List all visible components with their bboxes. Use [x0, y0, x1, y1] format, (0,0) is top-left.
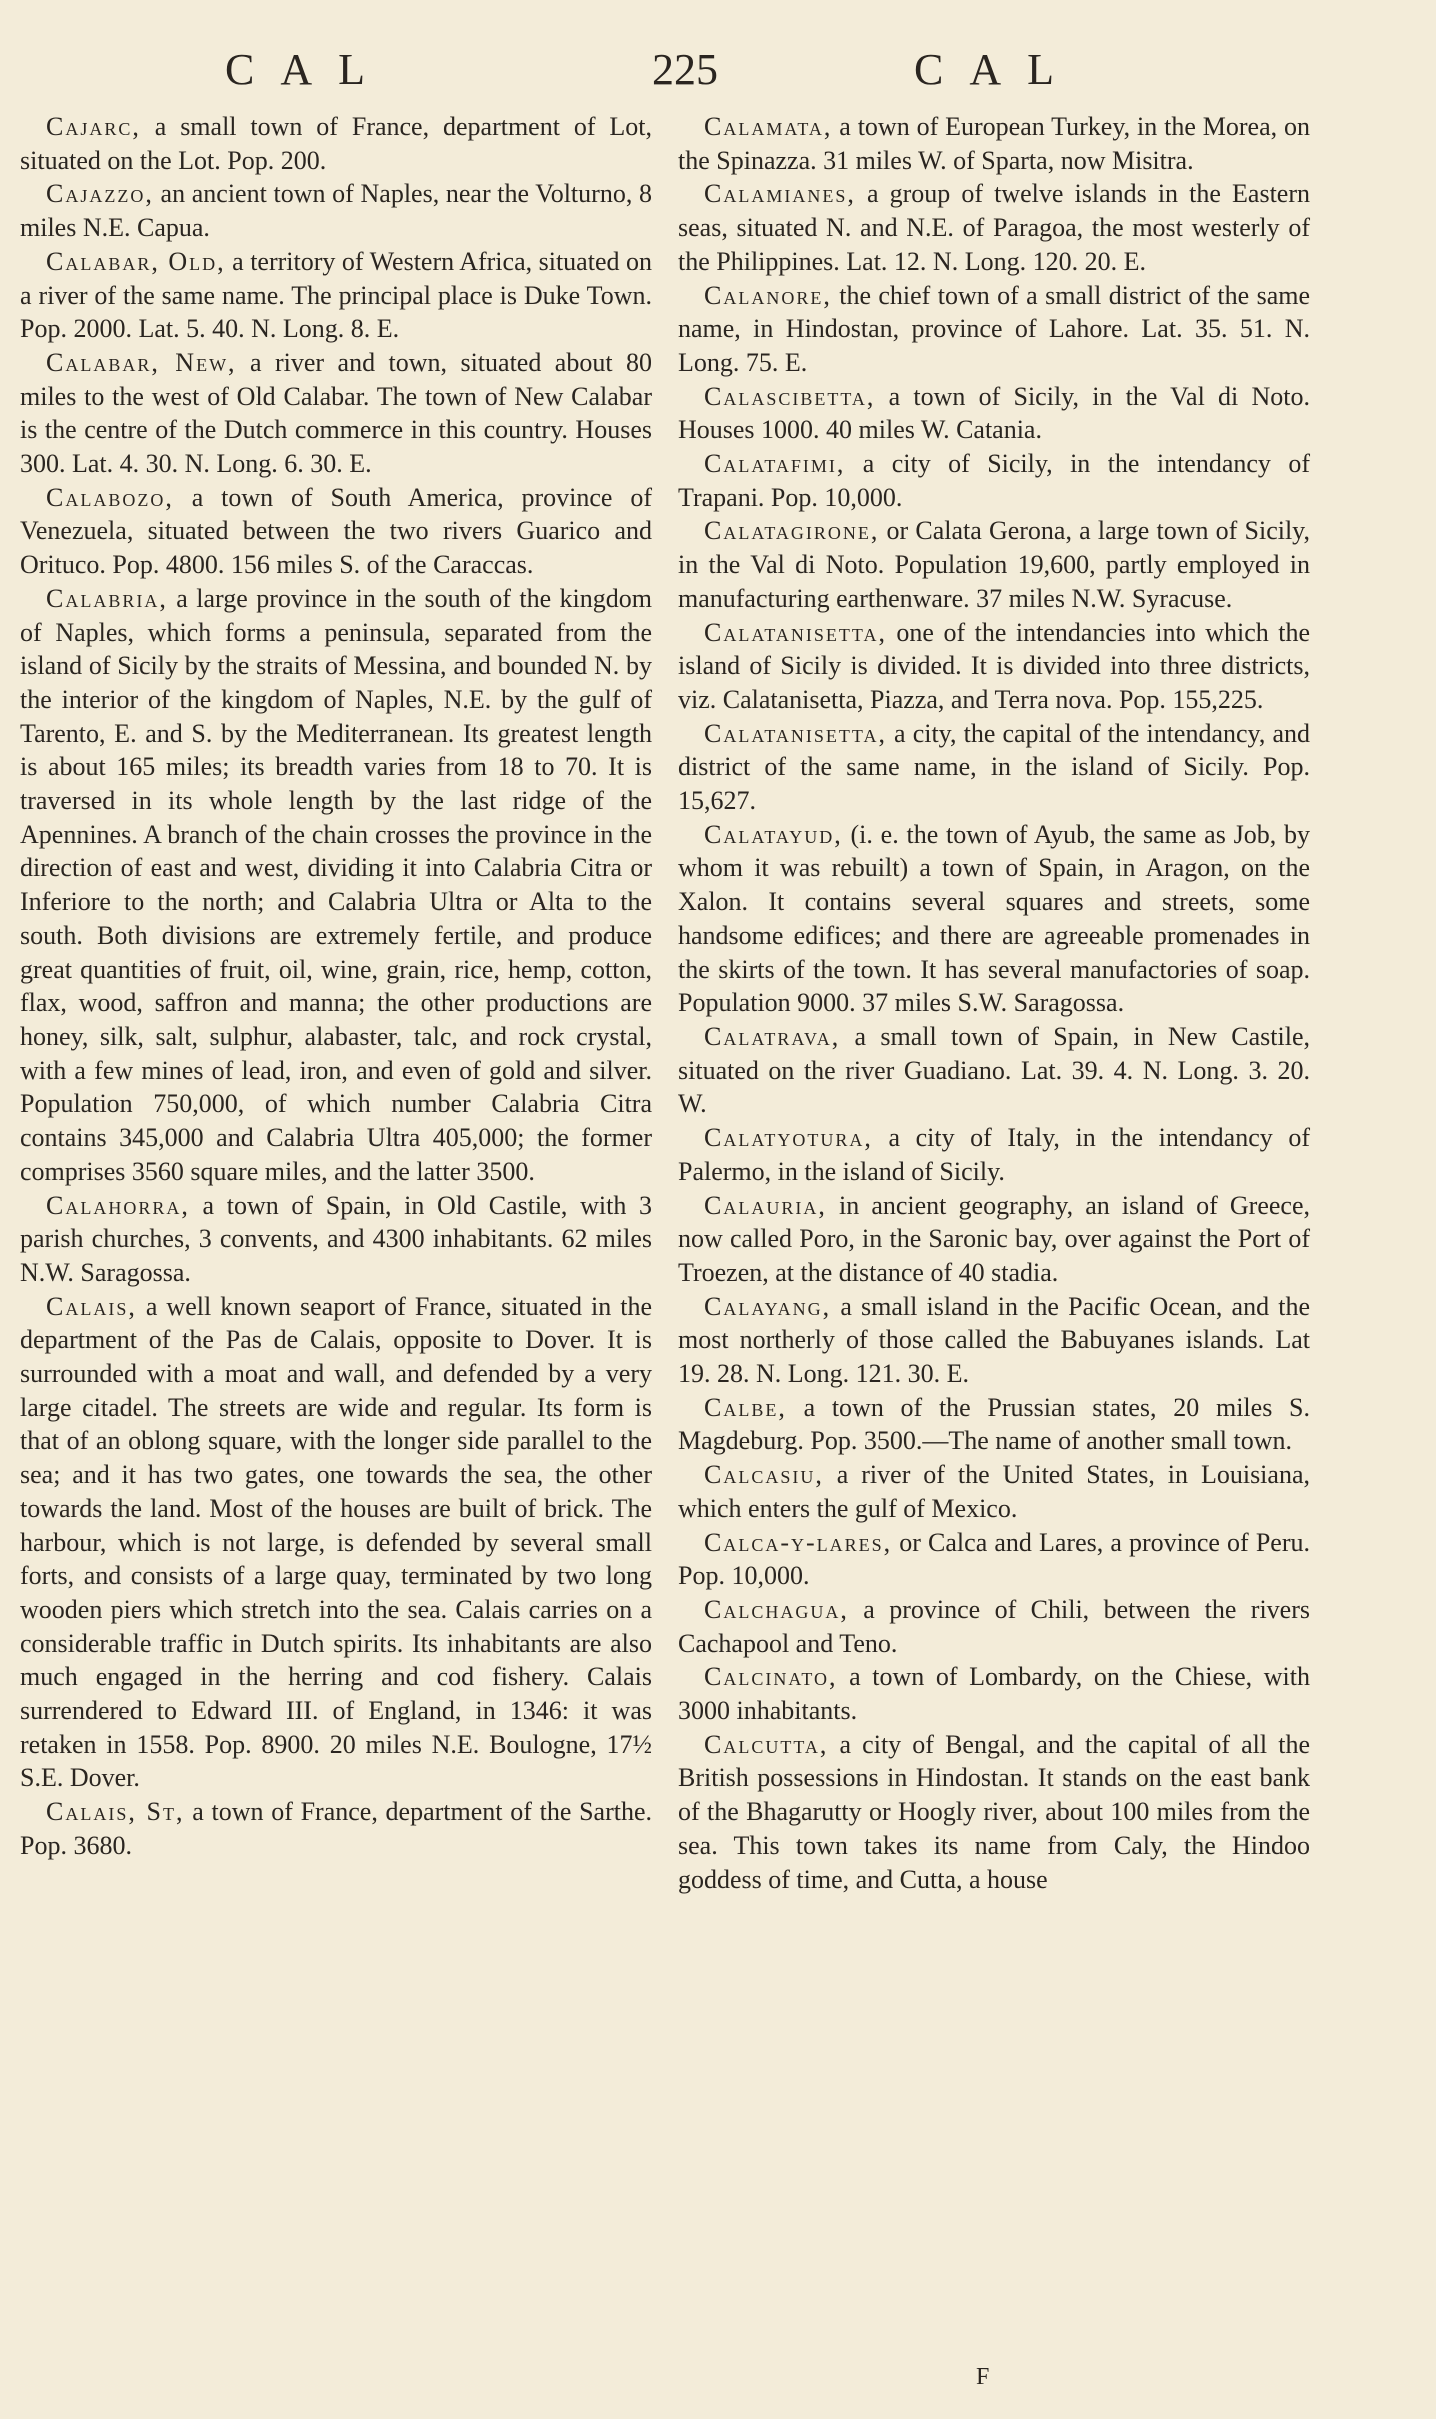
- entry-text: an ancient town of Naples, near the Volturno, 8 miles N.E. Capua.: [20, 179, 652, 243]
- entry-text: a town of South America, province of Venezuela, situated between the two rivers Guarico and Orituco. Pop. 4800. 156 miles S. of the Caraccas.: [20, 482, 652, 580]
- entry-text: a territory of Western Africa, situated on a river of the same name. The principal place is Duke Town. Pop. 2000. Lat. 5. 40. N. Long. 8. E.: [20, 246, 652, 344]
- gazetteer-entry: [678, 1593, 1310, 1660]
- header-right: CAL: [914, 45, 1080, 94]
- entry-headword: Calca-y-lares,: [704, 1527, 893, 1557]
- entry-headword: Calabar, Old,: [46, 246, 226, 276]
- entry-text: (i. e. the town of Ayub, the same as Job, by whom it was rebuilt) a town of Spain, in Aragon, on the Xalon. It contains several squares and streets, some handsome edifices; and there are agreeable promenades in the skirts of the town. It has several manufactories of soap. Population 9000. 37 miles S.W. Saragossa.: [678, 819, 1310, 1018]
- gazetteer-entry: [678, 1121, 1310, 1188]
- entry-headword: Calabozo,: [46, 482, 174, 512]
- gazetteer-entry: [20, 481, 652, 582]
- gazetteer-entry: [678, 1660, 1310, 1727]
- gazetteer-entry: [20, 582, 652, 1189]
- left-column: [20, 110, 652, 1863]
- gazetteer-entry: [20, 177, 652, 244]
- entry-text: a large province in the south of the kingdom of Naples, which forms a peninsula, separated from the island of Sicily by the straits of Messina, and bounded N. by the interior of the kingdom of Naples, N.E. by the gulf of Tarento, E. and S. by the Mediterranean. Its greatest length is about 165 miles; its breadth varies from 18 to 70. It is traversed in its whole length by the last ridge of the Apennines. A branch of the chain crosses the province in the direction of east and west, dividing it into Calabria Citra or Inferiore to the north; and Calabria Ultra or Alta to the south. Both divisions are extremely fertile, and produce great quantities of fruit, oil, wine, grain, rice, hemp, cotton, flax, wood, saffron and manna; the other productions are honey, silk, salt, sulphur, alabaster, talc, and rock crystal, with a few mines of lead, iron, and even of gold and silver. Population 750,000, of which number Calabria Citra contains 345,000 and Calabria Ultra 405,000; the former comprises 3560 square miles, and the latter 3500.: [20, 583, 652, 1186]
- entry-headword: Calbe,: [704, 1392, 787, 1422]
- gazetteer-entry: [20, 1189, 652, 1290]
- entry-text: one of the intendancies into which the island of Sicily is divided. It is divided into three districts, viz. Calatanisetta, Piazza, and Terra nova. Pop. 155,225.: [678, 617, 1310, 714]
- entry-text: a town of France, department of the Sarthe. Pop. 3680.: [20, 1797, 652, 1860]
- gazetteer-entry: [678, 1189, 1310, 1290]
- entry-text: a city of Sicily, in the intendancy of Trapani. Pop. 10,000.: [678, 449, 1310, 512]
- gazetteer-entry: [20, 1795, 652, 1862]
- entry-headword: Calatanisetta,: [704, 718, 887, 748]
- gazetteer-entry: [678, 1526, 1310, 1593]
- entry-text: in ancient geography, an island of Greece, now called Poro, in the Saronic bay, over against the Port of Troezen, at the distance of 40 stadia.: [678, 1190, 1310, 1287]
- gazetteer-entry: [678, 1020, 1310, 1121]
- entry-headword: Calais, St,: [46, 1797, 185, 1827]
- entry-text: a town of European Turkey, in the Morea, on the Spinazza. 31 miles W. of Sparta, now Misitra.: [678, 112, 1310, 175]
- entry-text: a small town of Spain, in New Castile, situated on the river Guadiano. Lat. 39. 4. N. Long. 3. 20. W.: [678, 1021, 1310, 1119]
- entry-text: a group of twelve islands in the Eastern seas, situated N. and N.E. of Paragoa, the most westerly of the Philippines. Lat. 12. N. Long. 120. 20. E.: [678, 179, 1310, 276]
- entry-headword: Cajazzo,: [46, 179, 154, 209]
- entry-text: a province of Chili, between the rivers Cachapool and Teno.: [678, 1594, 1310, 1658]
- entry-headword: Calamata,: [704, 112, 833, 141]
- entry-headword: Calabar, New,: [46, 347, 237, 377]
- entry-text: the chief town of a small district of the same name, in Hindostan, province of Lahore. Lat. 35. 51. N. Long. 75. E.: [678, 280, 1310, 377]
- gazetteer-entry: [678, 514, 1310, 615]
- gazetteer-entry: [678, 380, 1310, 447]
- entry-headword: Calatanisetta,: [704, 617, 887, 647]
- header-left: CAL: [225, 45, 391, 94]
- entry-text: a city, the capital of the intendancy, and district of the same name, in the island of Sicily. Pop. 15,627.: [678, 718, 1310, 816]
- entry-text: a city of Italy, in the intendancy of Palermo, in the island of Sicily.: [678, 1123, 1310, 1186]
- gazetteer-entry: [20, 1290, 652, 1796]
- entry-headword: Calatayud,: [704, 819, 843, 849]
- running-header: [0, 44, 1436, 104]
- entry-text: a city of Bengal, and the capital of all the British possessions in Hindostan. It stands on the east bank of the Bhagarutty or Hoogly river, about 100 miles from the sea. This town takes its name from Caly, the Hindoo goddess of time, and Cutta, a house: [678, 1729, 1310, 1894]
- entry-text: or Calata Gerona, a large town of Sicily, in the Val di Noto. Population 19,600, partly employed in manufacturing earthenware. 37 miles N.W. Syracuse.: [678, 516, 1310, 613]
- gazetteer-entry: [678, 717, 1310, 818]
- gazetteer-entry: [20, 245, 652, 346]
- entry-headword: Cajarc,: [46, 112, 141, 141]
- page-number: 225: [652, 45, 718, 94]
- entry-text: or Calca and Lares, a province of Peru. Pop. 10,000.: [678, 1527, 1310, 1591]
- gazetteer-entry: [678, 177, 1310, 278]
- entry-headword: Calanore,: [704, 280, 832, 310]
- entry-headword: Calcutta,: [704, 1729, 829, 1759]
- gazetteer-entry: [678, 818, 1310, 1020]
- gazetteer-entry: [678, 447, 1310, 514]
- gazetteer-entry: [678, 279, 1310, 380]
- entry-text: a small town of France, department of Lot, situated on the Lot. Pop. 200.: [20, 112, 652, 175]
- gazetteer-entry: [20, 110, 652, 177]
- gazetteer-entry: [678, 1458, 1310, 1525]
- gazetteer-entry: [678, 616, 1310, 717]
- entry-text: a town of Spain, in Old Castile, with 3 parish churches, 3 convents, and 4300 inhabitants. 62 miles N.W. Saragossa.: [20, 1190, 652, 1287]
- entry-headword: Calchagua,: [704, 1594, 849, 1624]
- gazetteer-entry: [678, 1728, 1310, 1897]
- entry-headword: Calayang,: [704, 1291, 832, 1321]
- entry-text: a town of Sicily, in the Val di Noto. Houses 1000. 40 miles W. Catania.: [678, 381, 1310, 445]
- entry-headword: Calcasiu,: [704, 1460, 824, 1490]
- entry-text: a town of the Prussian states, 20 miles S. Magdeburg. Pop. 3500.—The name of another small town.: [678, 1392, 1310, 1456]
- entry-headword: Calabria,: [46, 583, 168, 613]
- gazetteer-entry: [20, 346, 652, 481]
- entry-headword: Calatafimi,: [704, 449, 846, 479]
- entry-headword: Calascibetta,: [704, 381, 876, 411]
- entry-text: a river of the United States, in Louisiana, which enters the gulf of Mexico.: [678, 1460, 1310, 1523]
- entry-text: a town of Lombardy, on the Chiese, with 3000 inhabitants.: [678, 1662, 1310, 1726]
- signature-mark: F: [976, 2364, 990, 2390]
- entry-headword: Calcinato,: [704, 1662, 838, 1692]
- entry-headword: Calamianes,: [704, 179, 856, 209]
- entry-text: a small island in the Pacific Ocean, and the most northerly of those called the Babuyanes islands. Lat 19. 28. N. Long. 121. 30. E.: [678, 1291, 1310, 1389]
- gazetteer-entry: [678, 1391, 1310, 1458]
- entry-headword: Calahorra,: [46, 1190, 190, 1220]
- entry-headword: Calatrava,: [704, 1021, 841, 1051]
- entry-text: a well known seaport of France, situated in the department of the Pas de Calais, opposite to Dover. It is surrounded with a moat and wall, and defended by a very large citadel. The streets are wide and regular. Its form is that of an oblong square, with the longer side parallel to the sea; and it has two gates, one towards the sea, the other towards the land. Most of the houses are built of brick. The harbour, which is not large, is defended by several small forts, and consists of a large quay, terminated by two long wooden piers which stretch into the sea. Calais carries on a considerable traffic in Dutch spirits. Its inhabitants are also much engaged in the herring and cod fishery. Calais surrendered to Edward III. of England, in 1346: it was retaken in 1558. Pop. 8900. 20 miles N.E. Boulogne, 17½ S.E. Dover.: [20, 1291, 652, 1793]
- entry-text: a river and town, situated about 80 miles to the west of Old Calabar. The town of New Calabar is the centre of the Dutch commerce in this country. Houses 300. Lat. 4. 30. N. Long. 6. 30. E.: [20, 347, 652, 479]
- entry-headword: Calauria,: [704, 1190, 827, 1220]
- gazetteer-entry: [678, 1290, 1310, 1391]
- entry-headword: Calatagirone,: [704, 516, 880, 546]
- gazetteer-entry: [678, 110, 1310, 177]
- entry-headword: Calais,: [46, 1291, 137, 1321]
- entry-headword: Calatyotura,: [704, 1123, 873, 1153]
- right-column: [678, 110, 1310, 1896]
